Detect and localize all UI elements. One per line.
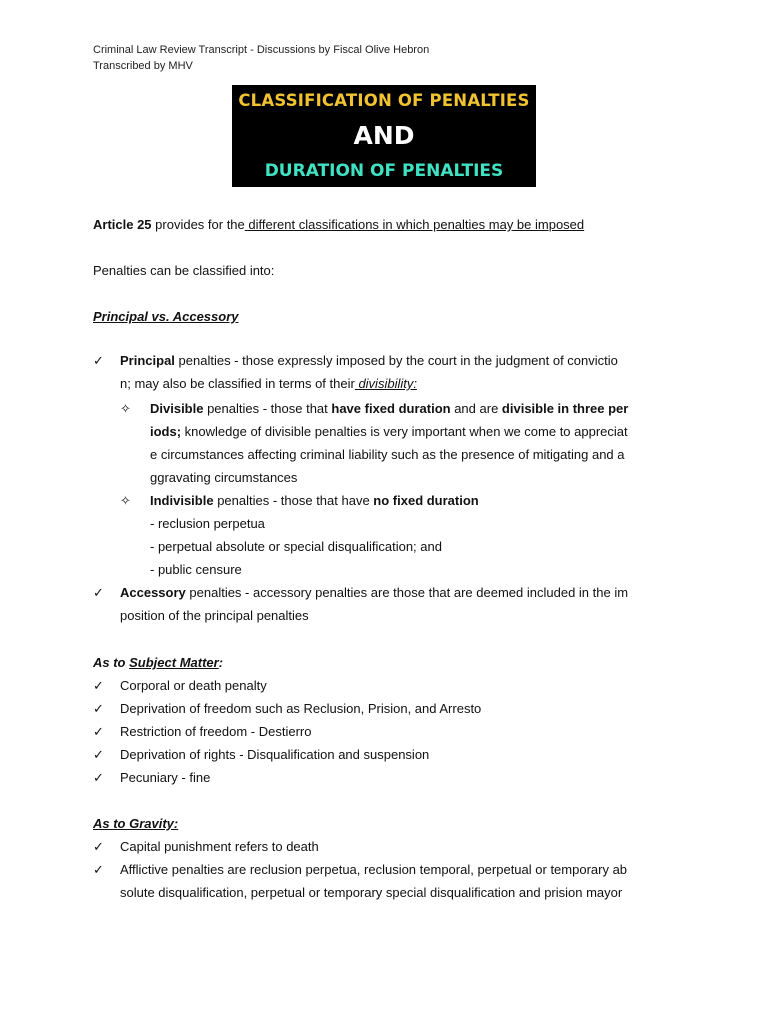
- check-icon: ✓: [93, 678, 104, 693]
- divisible-text-5: ggravating circumstances: [150, 470, 298, 485]
- divisible-text-1: penalties - those that: [203, 401, 332, 416]
- indivisible-item: - reclusion perpetua: [150, 516, 265, 531]
- divisible-bold-2: have fixed duration: [331, 401, 451, 416]
- divisible-text-4: e circumstances affecting criminal liability such as the presence of mitigating and a: [150, 447, 625, 462]
- check-icon: ✓: [93, 747, 104, 762]
- divisible-term: Divisible: [150, 401, 204, 416]
- banner-line-2: AND: [353, 121, 415, 150]
- article-text: provides for the: [151, 217, 245, 232]
- check-icon: ✓: [93, 585, 104, 600]
- banner-line-1: CLASSIFICATION OF PENALTIES: [238, 91, 530, 110]
- gravity-item: Capital punishment refers to death: [120, 839, 319, 854]
- afflictive-text-1: Afflictive penalties are reclusion perpetua, reclusion temporal, perpetual or temporary ab: [120, 862, 628, 877]
- divisible-bold-4: iods;: [150, 424, 182, 439]
- indivisible-item: - public censure: [150, 562, 242, 577]
- subject-matter-item: Deprivation of rights - Disqualification and suspension: [120, 747, 430, 762]
- check-icon: ✓: [93, 862, 104, 877]
- divisible-text-2: and are: [450, 401, 502, 416]
- check-icon: ✓: [93, 701, 104, 716]
- subject-matter-item: Deprivation of freedom such as Reclusion, Prision, and Arresto: [120, 701, 482, 716]
- document-header: [93, 42, 429, 74]
- accessory-text-1: penalties - accessory penalties are those that are deemed included in the im: [185, 585, 629, 600]
- subject-matter-item: Corporal or death penalty: [120, 678, 267, 693]
- classified-into-paragraph: Penalties can be classified into:: [93, 263, 275, 278]
- article-underlined-text: different classifications in which penalties may be imposed: [244, 217, 585, 232]
- subject-matter-heading: [93, 655, 223, 670]
- principal-term: Principal: [120, 353, 175, 368]
- banner-line-3: DURATION OF PENALTIES: [264, 161, 504, 181]
- diamond-bullet-icon: ✧: [120, 493, 131, 508]
- check-icon: ✓: [93, 839, 104, 854]
- diamond-bullet-icon: ✧: [120, 401, 131, 416]
- subject-matter-heading-pre: As to: [93, 655, 130, 670]
- divisibility-term: divisibility:: [354, 376, 417, 391]
- subject-matter-item: Restriction of freedom - Destierro: [120, 724, 312, 739]
- divisible-bold-3: divisible in three per: [501, 401, 629, 416]
- principal-text-1: penalties - those expressly imposed by the court in the judgment of convictio: [174, 353, 618, 368]
- subject-matter-heading-term: Subject Matter: [129, 655, 219, 670]
- gravity-heading: As to Gravity:: [93, 816, 179, 831]
- subject-matter-item: Pecuniary - fine: [120, 770, 211, 785]
- check-icon: ✓: [93, 353, 104, 368]
- indivisible-text-1: penalties - those that have: [213, 493, 374, 508]
- indivisible-item: - perpetual absolute or special disqualification; and: [150, 539, 442, 554]
- article-number: Article 25: [93, 217, 152, 232]
- header-line-2: Transcribed by MHV: [93, 60, 193, 72]
- indivisible-bold-2: no fixed duration: [373, 493, 479, 508]
- article-25-paragraph: [93, 217, 584, 232]
- header-line-1: Criminal Law Review Transcript - Discussions by Fiscal Olive Hebron: [93, 44, 430, 56]
- afflictive-text-2: solute disqualification, perpetual or temporary special disqualification and prision mayor: [120, 885, 623, 900]
- accessory-term: Accessory: [120, 585, 186, 600]
- principal-text-2: n; may also be classified in terms of their: [120, 376, 355, 391]
- divisible-text-3: knowledge of divisible penalties is very important when we come to appreciat: [181, 424, 628, 439]
- accessory-text-2: position of the principal penalties: [120, 608, 309, 623]
- check-icon: ✓: [93, 724, 104, 739]
- principal-vs-accessory-heading: Principal vs. Accessory: [93, 309, 239, 324]
- check-icon: ✓: [93, 770, 104, 785]
- indivisible-term: Indivisible: [150, 493, 214, 508]
- subject-matter-heading-post: :: [218, 655, 224, 670]
- title-banner-image: [232, 85, 536, 187]
